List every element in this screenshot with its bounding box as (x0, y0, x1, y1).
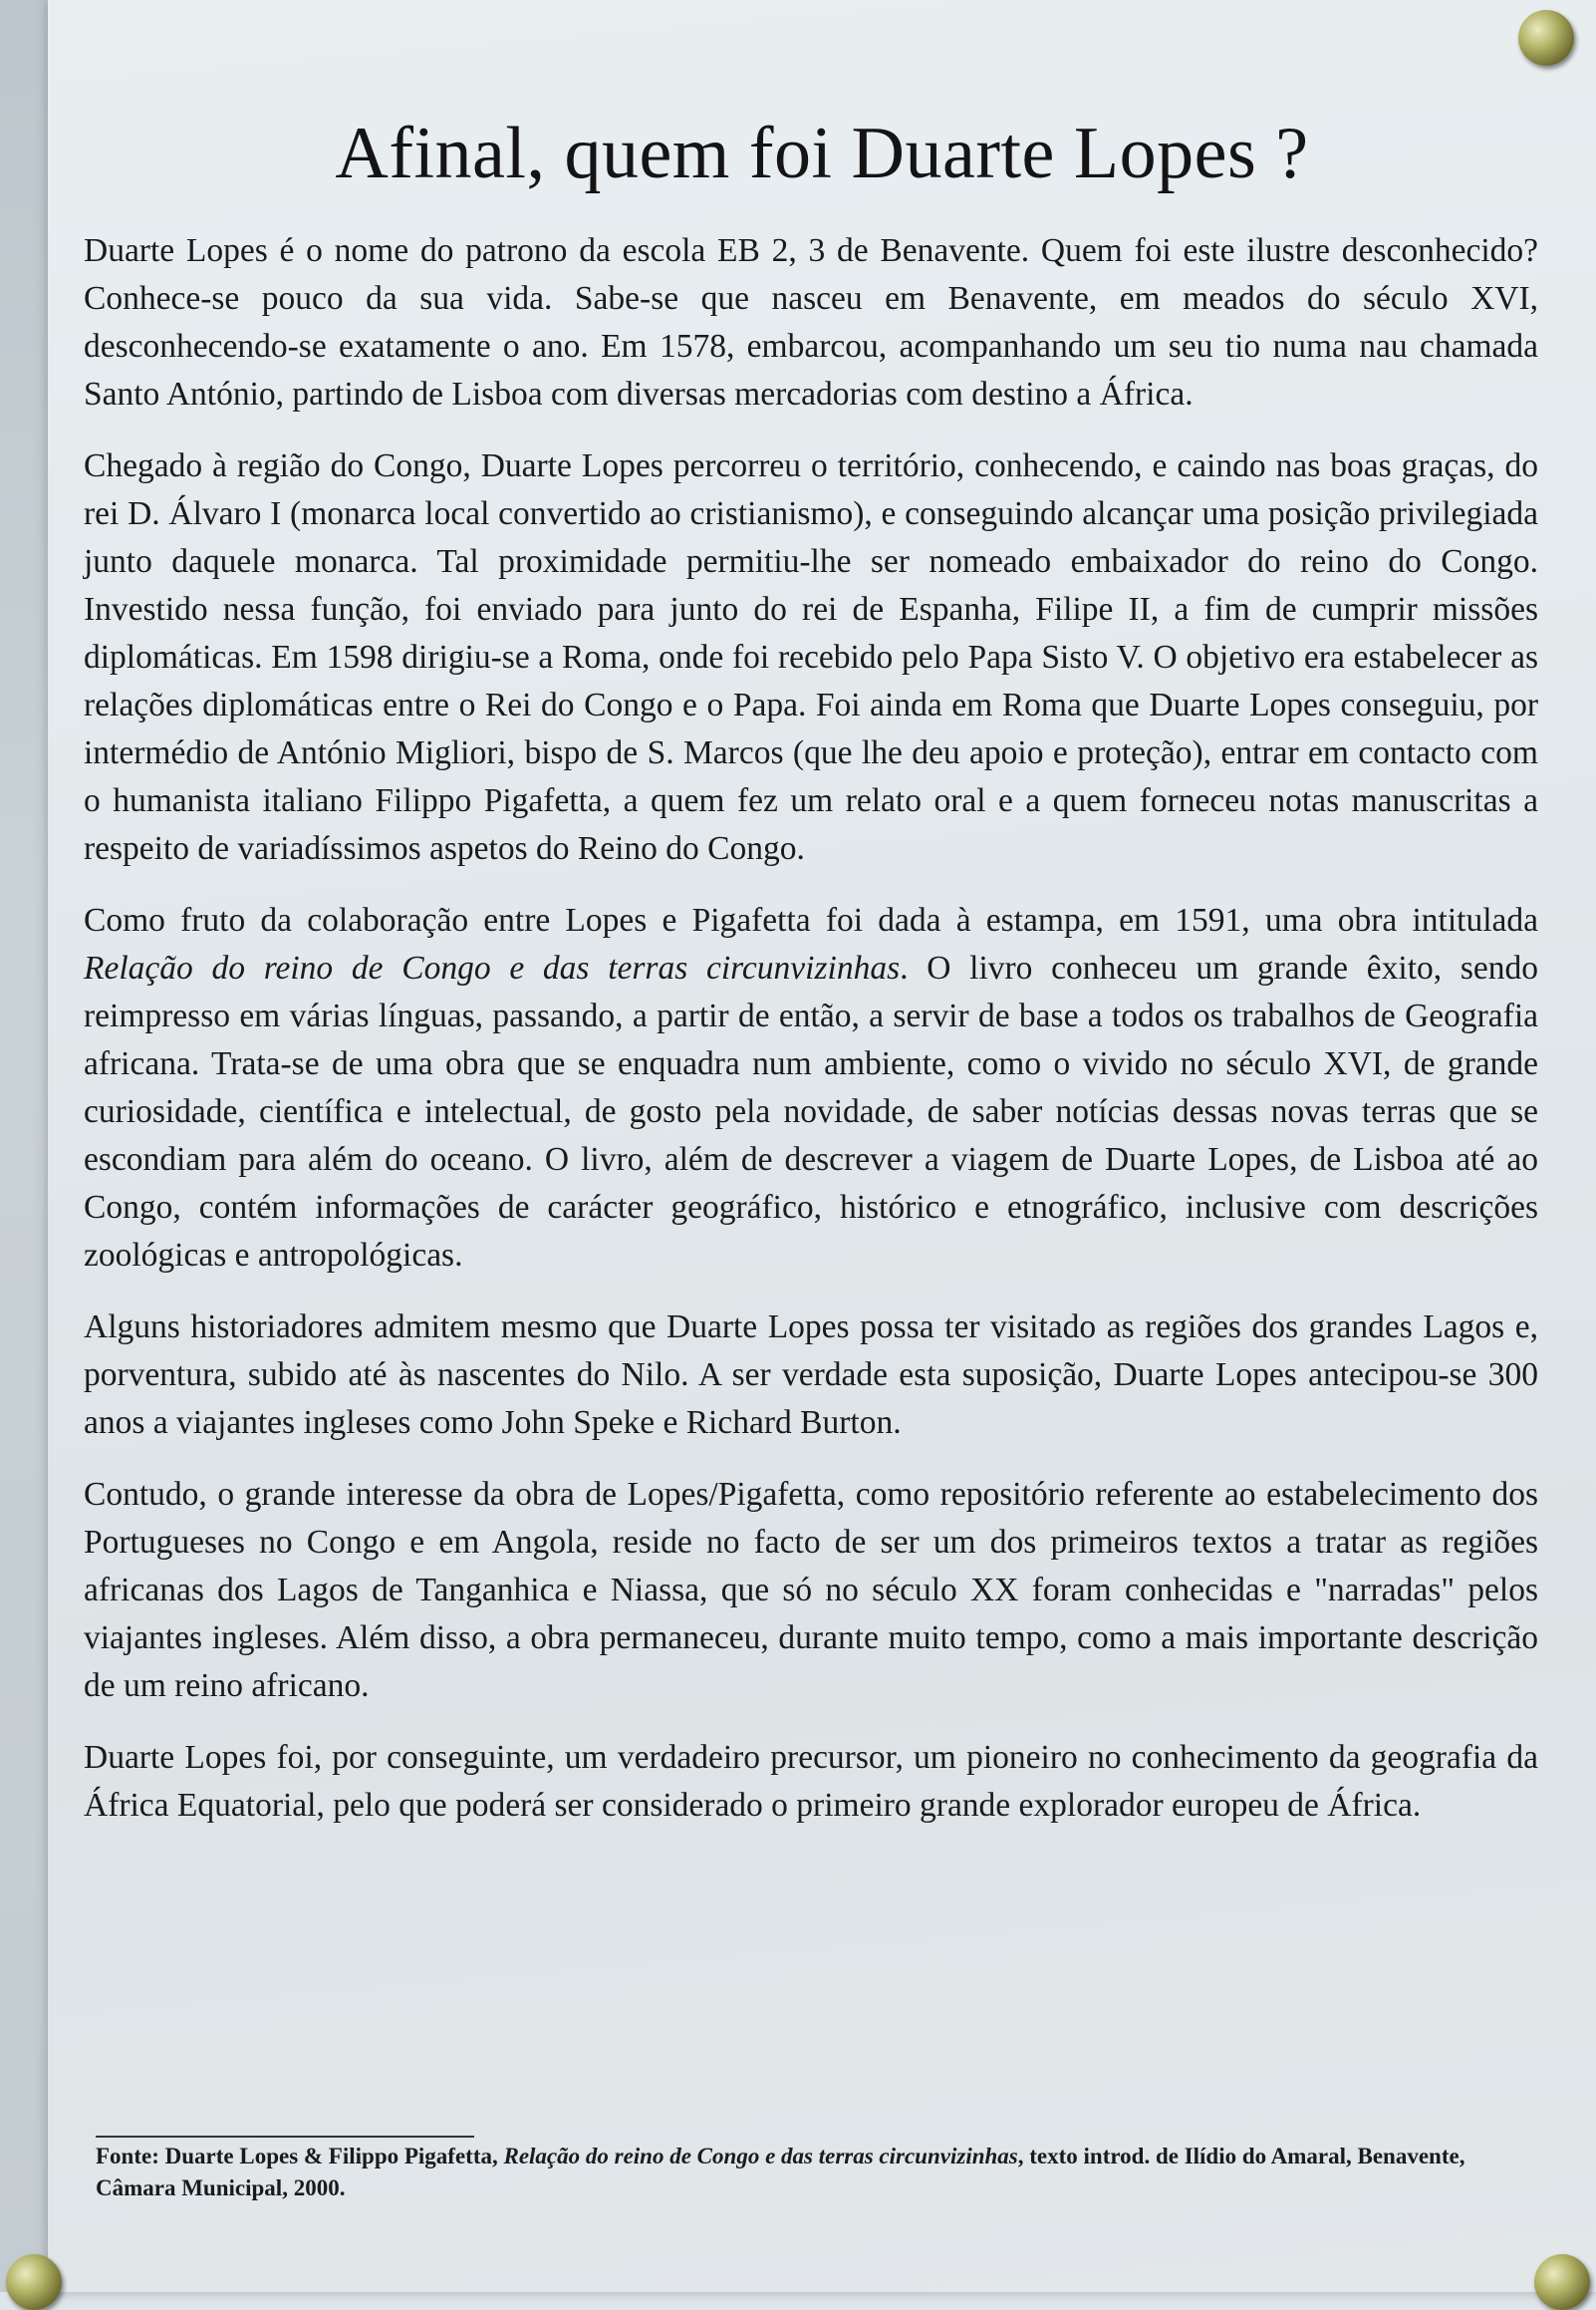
source-citation (96, 2141, 1540, 2204)
source-label: Fonte: (96, 2144, 159, 2168)
book-title: Relação do reino de Congo e das terras circunvizinhas (84, 950, 901, 987)
paragraph-1: Duarte Lopes é o nome do patrono da escola EB 2, 3 de Benavente. Quem foi este ilustre desconhecido? Conhece-se pouco da sua vida. Sabe-se que nasceu em Benavente, em meados do século XVI, desconhecendo-se exatamente o ano. Em 1578, embarcou, acompanhando um seu tio numa nau chamada Santo António, partindo de Lisboa com diversas mercadorias com destino a África. (84, 232, 1538, 413)
source-authors: Duarte Lopes & Filippo Pigafetta, (164, 2144, 504, 2168)
pushpin-bottom-left (6, 2254, 62, 2310)
pushpin-top-right (1518, 10, 1574, 66)
paragraph-3-intro: Como fruto da colaboração entre Lopes e Pigafetta foi dada à estampa, em 1591, uma obra intitulada (84, 902, 1538, 939)
paragraph-2: Chegado à região do Congo, Duarte Lopes percorreu o território, conhecendo, e caindo nas boas graças, do rei D. Álvaro I (monarca local convertido ao cristianismo), e conseguindo alcançar uma posição privilegiada junto daquele monarca. Tal proximidade permitiu-lhe ser nomeado embaixador do reino do Congo. Investido nessa função, foi enviado para junto do rei de Espanha, Filipe II, a fim de cumprir missões diplomáticas. Em 1598 dirigiu-se a Roma, onde foi recebido pelo Papa Sisto V. O objetivo era estabelecer as relações diplomáticas entre o Rei do Congo e o Papa. Foi ainda em Roma que Duarte Lopes conseguiu, por intermédio de António Migliori, bispo de S. Marcos (que lhe deu apoio e proteção), entrar em contacto com o humanista italiano Filippo Pigafetta, a quem fez um relato oral e a quem forneceu notas manuscritas a respeito de variadíssimos aspetos do Reino do Congo. (84, 447, 1538, 867)
paragraph-4: Alguns historiadores admitem mesmo que Duarte Lopes possa ter visitado as regiões dos grandes Lagos e, porventura, subido até às nascentes do Nilo. A ser verdade esta suposição, Duarte Lopes antecipou-se 300 anos a viajantes ingleses como John Speke e Richard Burton. (84, 1308, 1538, 1441)
article-body (84, 227, 1538, 1854)
paragraph-6: Duarte Lopes foi, por conseguinte, um verdadeiro precursor, um pioneiro no conhecimento da geografia da África Equatorial, pelo que poderá ser considerado o primeiro grande explorador europeu de África. (84, 1739, 1538, 1824)
source-details: , texto introd. de Ilídio do Amaral, Benavente, Câmara Municipal, 2000. (96, 2144, 1465, 2200)
paragraph-3 (84, 897, 1538, 1280)
pushpin-bottom-right (1534, 2254, 1590, 2310)
source-work: Relação do reino de Congo e das terras circunvizinhas (503, 2144, 1018, 2168)
paragraph-3-rest: . O livro conheceu um grande êxito, sendo reimpresso em várias línguas, passando, a partir de então, a servir de base a todos os trabalhos de Geografia africana. Trata-se de uma obra que se enquadra num ambiente, como o vivido no século XVI, de grande curiosidade, científica e intelectual, de gosto pela novidade, de saber notícias dessas novas terras que se escondiam para além do oceano. O livro, além de descrever a viagem de Duarte Lopes, de Lisboa até ao Congo, contém informações de carácter geográfico, histórico e etnográfico, inclusive com descrições zoológicas e antropológicas. (84, 950, 1539, 1274)
paragraph-5: Contudo, o grande interesse da obra de Lopes/Pigafetta, como repositório referente ao estabelecimento dos Portugueses no Congo e em Angola, reside no facto de ser um dos primeiros textos a tratar as regiões africanas dos Lagos de Tanganhica e Niassa, que só no século XX foram conhecidas e "narradas" pelos viajantes ingleses. Além disso, a obra permaneceu, durante muito tempo, como a mais importante descrição de um reino africano. (84, 1476, 1538, 1704)
source-divider (96, 2136, 474, 2138)
page-title: Afinal, quem foi Duarte Lopes ? (335, 113, 1309, 194)
